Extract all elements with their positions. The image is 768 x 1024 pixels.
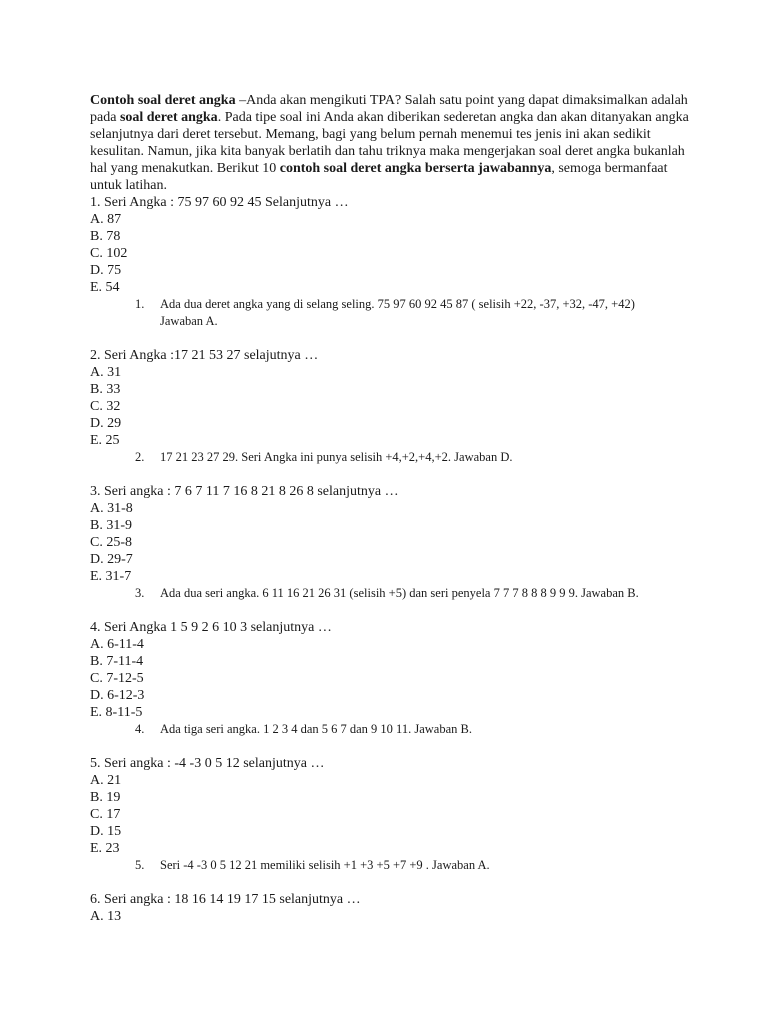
answer-option: C. 32: [90, 399, 121, 414]
answer-number: 4.: [135, 722, 145, 736]
question-block: [90, 755, 690, 891]
intro-bold-keyword: soal deret angka: [119, 110, 218, 125]
answer-option: B. 33: [90, 382, 121, 397]
answer-option: E. 23: [90, 841, 120, 856]
answer-option: B. 78: [90, 229, 121, 244]
answer-option: A. 87: [90, 212, 122, 227]
question-block: [90, 347, 690, 483]
answer-option: E. 31-7: [90, 569, 132, 584]
intro-text-3: , semoga bermanfaat untuk latihan.: [90, 161, 668, 193]
answer-option: A. 6-11-4: [90, 637, 144, 652]
question-list: [90, 194, 690, 925]
answer-explanation: [135, 449, 690, 466]
answer-option: D. 75: [90, 263, 122, 278]
question-block: [90, 483, 690, 619]
question-text: 3. Seri angka : 7 6 7 11 7 16 8 21 8 26 8 selanjutnya …: [90, 484, 399, 499]
answer-text: Ada dua deret angka yang di selang seling. 75 97 60 92 45 87 ( selisih +22, -37, +32, -47, +42): [160, 297, 635, 311]
question-text: 1. Seri Angka : 75 97 60 92 45 Selanjutnya …: [90, 195, 349, 210]
intro-bold-title: Contoh soal deret angka: [90, 93, 240, 108]
answer-text: Ada tiga seri angka. 1 2 3 4 dan 5 6 7 dan 9 10 11. Jawaban B.: [160, 722, 472, 736]
intro-paragraph: [90, 92, 690, 194]
answer-option: D. 15: [90, 824, 122, 839]
answer-number: 3.: [135, 586, 145, 600]
spacer: [90, 466, 690, 483]
spacer: [90, 602, 690, 619]
question-block: [90, 194, 690, 347]
answer-number: 2.: [135, 450, 145, 464]
intro-text-2: . Pada tipe soal ini Anda akan diberikan sederetan angka dan akan ditanyakan angka selanjutnya dari deret tersebut. Memang, bagi yang belum pernah menemui tes jenis ini akan sedikit kesulitan. Namun, jika kita banyak berlatih dan tahu triknya maka mengerjakan soal deret angka bukanlah hal yang menakutkan. Berikut 10: [90, 110, 689, 176]
answer-option: A. 31-8: [90, 501, 133, 516]
answer-option: E. 8-11-5: [90, 705, 143, 720]
answer-option: D. 29-7: [90, 552, 133, 567]
answer-text: 17 21 23 27 29. Seri Angka ini punya selisih +4,+2,+4,+2. Jawaban D.: [160, 450, 513, 464]
question-text: 4. Seri Angka 1 5 9 2 6 10 3 selanjutnya …: [90, 620, 332, 635]
answer-text: Seri -4 -3 0 5 12 21 memiliki selisih +1 +3 +5 +7 +9 . Jawaban A.: [160, 858, 490, 872]
answer-option: A. 13: [90, 909, 122, 924]
answer-text: Ada dua seri angka. 6 11 16 21 26 31 (selisih +5) dan seri penyela 7 7 7 8 8 8 9 9 9. Jawaban B.: [160, 586, 639, 600]
answer-option: C. 102: [90, 246, 128, 261]
answer-option: A. 31: [90, 365, 122, 380]
answer-explanation: [135, 296, 690, 330]
question-text: 2. Seri Angka :17 21 53 27 selajutnya …: [90, 348, 319, 363]
answer-option: A. 21: [90, 773, 122, 788]
question-block: [90, 619, 690, 755]
answer-option: E. 25: [90, 433, 120, 448]
answer-option: D. 6-12-3: [90, 688, 145, 703]
answer-number: 5.: [135, 858, 145, 872]
answer-verdict: Jawaban A.: [160, 314, 218, 328]
answer-explanation: [135, 857, 690, 874]
intro-text-1: –Anda akan mengikuti TPA? Salah satu point yang dapat dimaksimalkan adalah pada: [90, 93, 688, 125]
answer-option: B. 19: [90, 790, 121, 805]
answer-option: C. 25-8: [90, 535, 132, 550]
answer-option: C. 7-12-5: [90, 671, 144, 686]
spacer: [90, 330, 690, 347]
question-text: 5. Seri angka : -4 -3 0 5 12 selanjutnya …: [90, 756, 325, 771]
spacer: [90, 738, 690, 755]
answer-option: B. 31-9: [90, 518, 132, 533]
answer-option: D. 29: [90, 416, 122, 431]
answer-option: C. 17: [90, 807, 121, 822]
answer-explanation: [135, 721, 690, 738]
answer-number: 1.: [135, 297, 145, 311]
answer-explanation: [135, 585, 690, 602]
answer-option: E. 54: [90, 280, 120, 295]
question-text: 6. Seri angka : 18 16 14 19 17 15 selanjutnya …: [90, 892, 361, 907]
intro-bold-keyword-2: contoh soal deret angka berserta jawabannya: [279, 161, 552, 176]
question-block: [90, 891, 690, 925]
answer-option: B. 7-11-4: [90, 654, 144, 669]
document-page: [90, 92, 690, 925]
spacer: [90, 874, 690, 891]
